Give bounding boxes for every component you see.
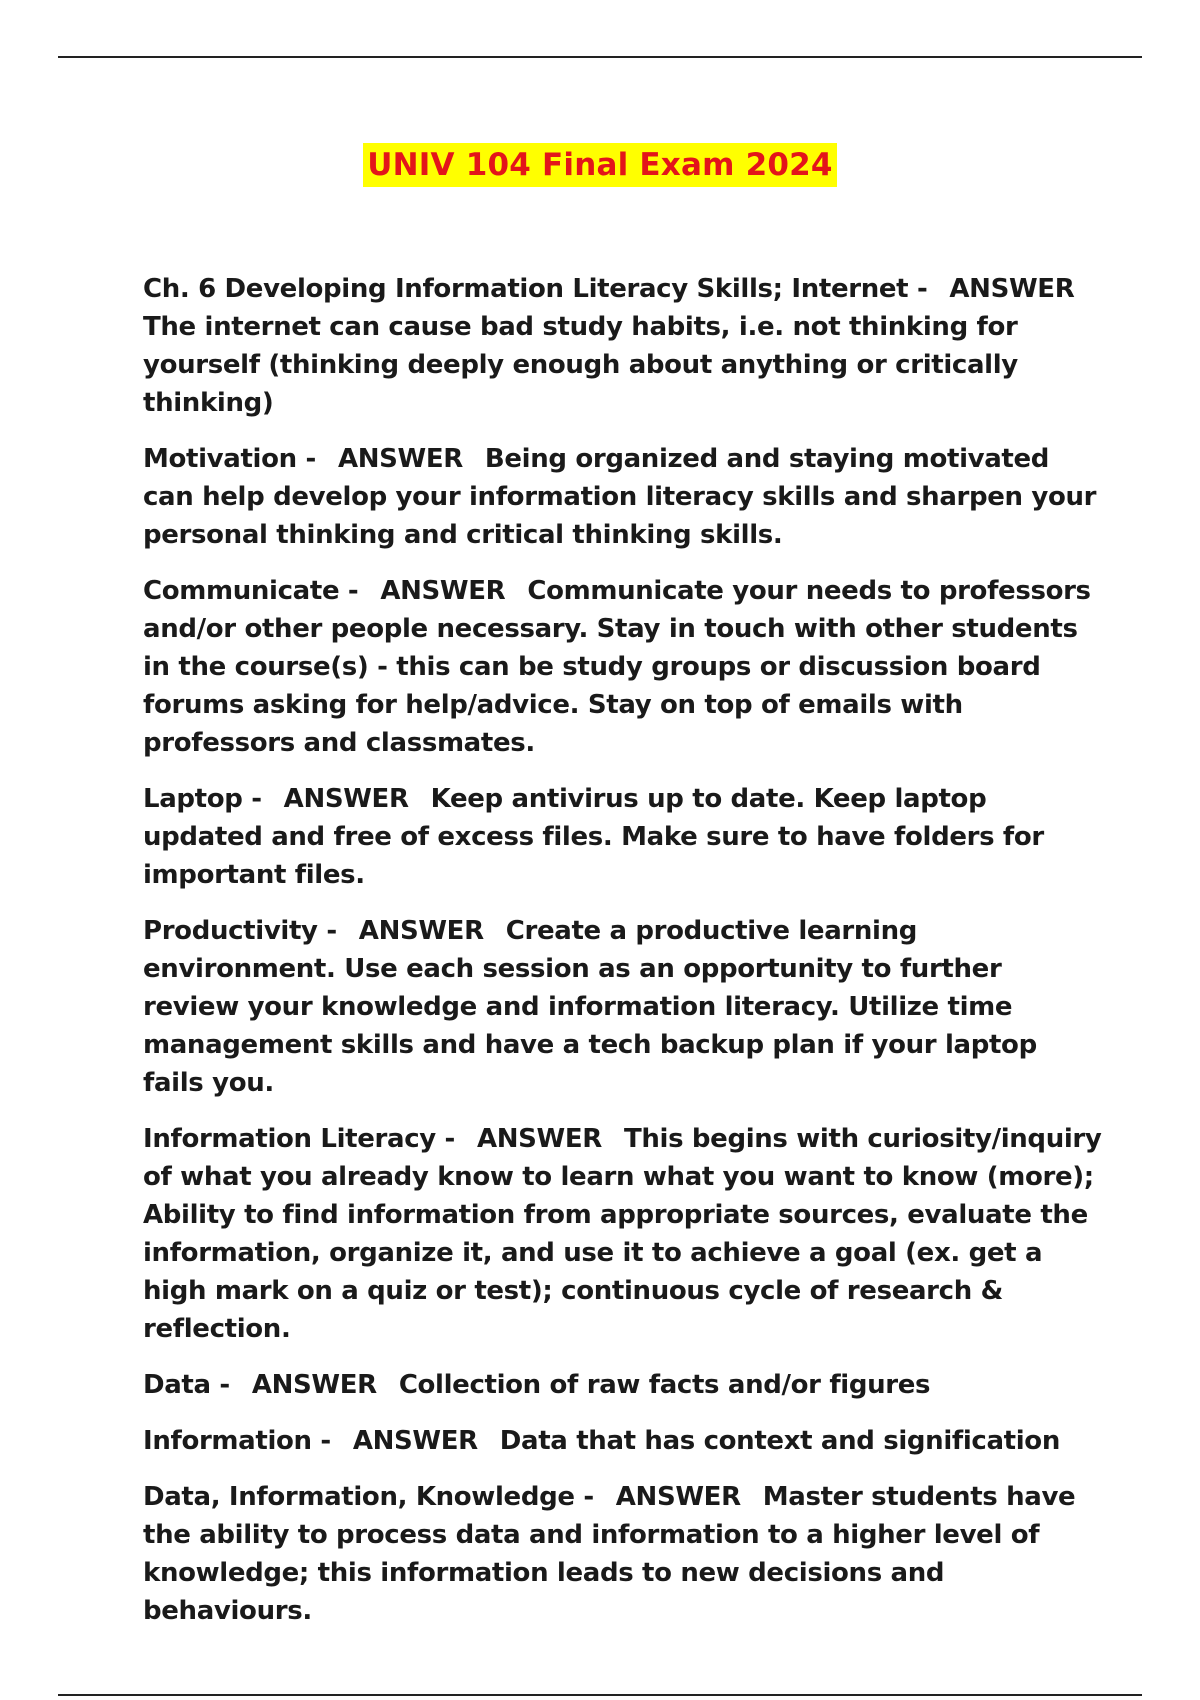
qa-answer-text: Communicate your needs to professors and/or other people necessary. Stay in touch with other students in the course(s) - this can be study groups or discussion board forums asking for help/advice. Stay on top of emails with professors and classmates. xyxy=(143,576,1091,758)
answer-label: ANSWER xyxy=(615,1482,741,1512)
qa-term: Data, Information, Knowledge - xyxy=(143,1482,594,1512)
qa-list xyxy=(143,270,1103,1648)
qa-item xyxy=(143,1422,1103,1460)
qa-answer-text: Create a productive learning environment. Use each session as an opportunity to further review your knowledge and information literacy. Utilize time management skills and have a tech backup plan if your laptop fails you. xyxy=(143,916,1037,1098)
qa-item xyxy=(143,270,1103,422)
qa-item xyxy=(143,1120,1103,1348)
answer-label: ANSWER xyxy=(337,444,463,474)
qa-item xyxy=(143,1366,1103,1404)
qa-term: Ch. 6 Developing Information Literacy Skills; Internet - xyxy=(143,274,928,304)
qa-item xyxy=(143,912,1103,1102)
page-title: UNIV 104 Final Exam 2024 xyxy=(363,143,836,187)
qa-item xyxy=(143,440,1103,554)
answer-label: ANSWER xyxy=(352,1426,478,1456)
qa-term: Laptop - xyxy=(143,784,262,814)
qa-answer-text: Collection of raw facts and/or figures xyxy=(398,1370,931,1400)
answer-label: ANSWER xyxy=(949,274,1075,304)
qa-term: Information Literacy - xyxy=(143,1124,455,1154)
qa-answer-text: Master students have the ability to process data and information to a higher level of knowledge; this information leads to new decisions and behaviours. xyxy=(143,1482,1076,1626)
answer-label: ANSWER xyxy=(358,916,484,946)
qa-answer-text: The internet can cause bad study habits, i.e. not thinking for yourself (thinking deeply enough about anything or critically thinking) xyxy=(143,312,1018,418)
qa-item xyxy=(143,1478,1103,1630)
answer-label: ANSWER xyxy=(380,576,506,606)
qa-term: Motivation - xyxy=(143,444,316,474)
answer-label: ANSWER xyxy=(251,1370,377,1400)
qa-term: Productivity - xyxy=(143,916,337,946)
top-divider xyxy=(58,56,1142,58)
qa-item xyxy=(143,780,1103,894)
qa-answer-text: Data that has context and signification xyxy=(499,1426,1060,1456)
qa-answer-text: Being organized and staying motivated can help develop your information literacy skills and sharpen your personal thinking and critical thinking skills. xyxy=(143,444,1097,550)
answer-label: ANSWER xyxy=(283,784,409,814)
qa-term: Communicate - xyxy=(143,576,359,606)
title-container xyxy=(0,143,1200,187)
qa-answer-text: This begins with curiosity/inquiry of what you already know to learn what you want to know (more); Ability to find information from appropriate sources, evaluate the information, organize it, and use it to achieve a goal (ex. get a high mark on a quiz or test); continuous cycle of research & reflection. xyxy=(143,1124,1102,1344)
qa-item xyxy=(143,572,1103,762)
qa-term: Data - xyxy=(143,1370,230,1400)
qa-answer-text: Keep antivirus up to date. Keep laptop updated and free of excess files. Make sure to have folders for important files. xyxy=(143,784,1044,890)
qa-term: Information - xyxy=(143,1426,331,1456)
bottom-divider xyxy=(58,1694,1142,1696)
answer-label: ANSWER xyxy=(477,1124,602,1154)
